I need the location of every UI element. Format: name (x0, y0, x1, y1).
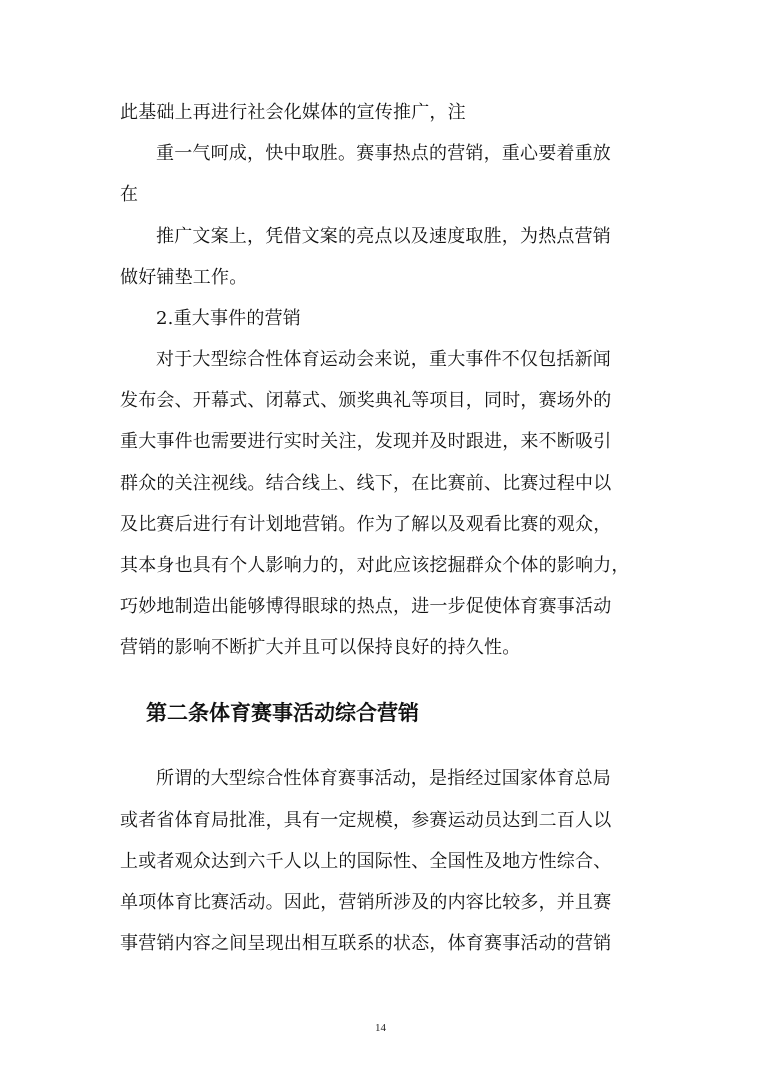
paragraph-4-line-3: 上或者观众达到六千人以上的国际性、全国性及地方性综合、 (120, 851, 612, 872)
paragraph-3-line-3: 重大事件也需要进行实时关注，发现并及时跟进，来不断吸引 (120, 431, 612, 452)
paragraph-1-line-2: 在 (120, 184, 139, 205)
paragraph-2-line-1: 推广文案上，凭借文案的亮点以及速度取胜，为热点营销 (156, 226, 611, 247)
paragraph-4-line-1: 所谓的大型综合性体育赛事活动，是指经过国家体育总局 (156, 768, 611, 789)
paragraph-3-line-7: 巧妙地制造出能够博得眼球的热点，进一步促使体育赛事活动 (120, 596, 612, 617)
section-heading: 第二条体育赛事活动综合营销 (146, 701, 419, 725)
continuation-line: 此基础上再进行社会化媒体的宣传推广，注 (120, 102, 466, 123)
paragraph-2-line-2: 做好铺垫工作。 (120, 267, 248, 288)
paragraph-4-line-4: 单项体育比赛活动。因此，营销所涉及的内容比较多，并且赛 (120, 892, 612, 913)
paragraph-3-line-6: 其本身也具有个人影响力的，对此应该挖掘群众个体的影响力， (120, 555, 630, 576)
paragraph-3-line-1: 对于大型综合性体育运动会来说，重大事件不仅包括新闻 (156, 349, 611, 370)
paragraph-1-line-1: 重一气呵成，快中取胜。赛事热点的营销，重心要着重放 (156, 143, 611, 164)
paragraph-3-line-8: 营销的影响不断扩大并且可以保持良好的持久性。 (120, 637, 521, 658)
paragraph-4-line-2: 或者省体育局批准，具有一定规模，参赛运动员达到二百人以 (120, 810, 612, 831)
page-number: 14 (375, 1022, 386, 1034)
paragraph-3-line-4: 群众的关注视线。结合线上、线下，在比赛前、比赛过程中以 (120, 473, 612, 494)
paragraph-3-line-2: 发布会、开幕式、闭幕式、颁奖典礼等项目，同时，赛场外的 (120, 390, 612, 411)
paragraph-4-line-5: 事营销内容之间呈现出相互联系的状态，体育赛事活动的营销 (120, 933, 612, 954)
paragraph-3-line-5: 及比赛后进行有计划地营销。作为了解以及观看比赛的观众， (120, 514, 612, 535)
subsection-heading: 2.重大事件的营销 (156, 308, 301, 329)
